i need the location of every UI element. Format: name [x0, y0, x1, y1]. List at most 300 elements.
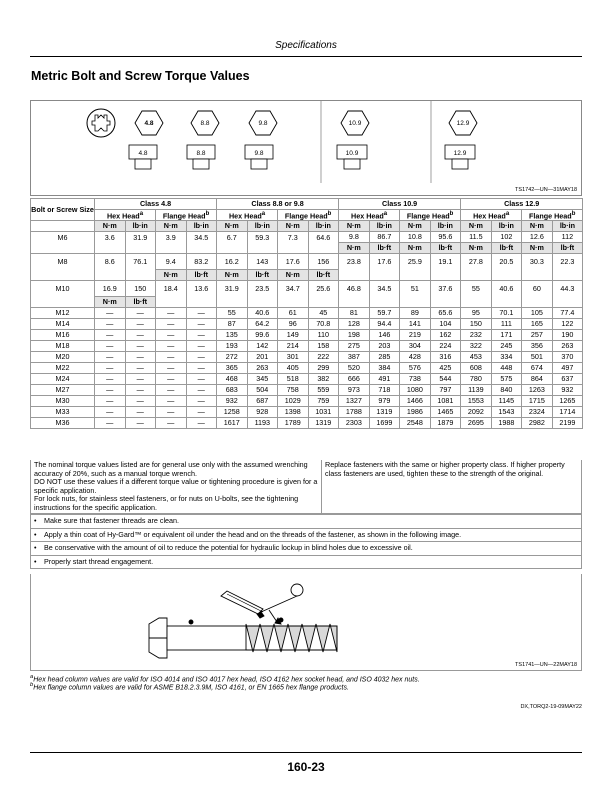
torque-value-cell: 2303 — [339, 418, 370, 429]
grade-label: 8.8 — [200, 120, 210, 127]
torque-value-cell: 89 — [400, 308, 431, 319]
torque-value-cell: 13.6 — [186, 281, 217, 297]
unit-cell: N·m — [217, 221, 248, 232]
torque-value-cell: 10.8 — [400, 232, 431, 243]
torque-value-cell: 55 — [217, 308, 248, 319]
torque-value-cell: 95.6 — [430, 232, 461, 243]
torque-value-cell: 222 — [308, 352, 339, 363]
torque-value-cell: — — [156, 330, 187, 341]
torque-value-cell: 864 — [522, 374, 553, 385]
torque-value-cell: 1879 — [430, 418, 461, 429]
unit-cell — [369, 297, 400, 308]
torque-value-cell: 453 — [461, 352, 492, 363]
unit-cell: N·m — [400, 221, 431, 232]
torque-value-cell: 110 — [308, 330, 339, 341]
torque-value-cell: 559 — [308, 385, 339, 396]
torque-value-cell: 149 — [278, 330, 309, 341]
torque-value-cell: — — [156, 407, 187, 418]
unit-cell: lb·ft — [308, 270, 339, 281]
torque-value-cell: 46.8 — [339, 281, 370, 297]
torque-value-cell: 102 — [491, 232, 522, 243]
torque-value-cell: — — [186, 319, 217, 330]
torque-value-cell: 143 — [247, 254, 278, 270]
torque-value-cell: 1986 — [400, 407, 431, 418]
torque-value-cell: 518 — [278, 374, 309, 385]
torque-value-cell: — — [156, 363, 187, 374]
unit-cell — [400, 297, 431, 308]
torque-value-cell: 1543 — [491, 407, 522, 418]
torque-value-cell: 345 — [247, 374, 278, 385]
unit-cell: lb·ft — [247, 270, 278, 281]
page-number: 160-23 — [287, 760, 325, 774]
table-row — [31, 319, 583, 330]
unit-cell: N·m — [339, 243, 370, 254]
torque-value-cell: 64.2 — [247, 319, 278, 330]
torque-value-cell: 245 — [491, 341, 522, 352]
torque-value-cell: — — [156, 352, 187, 363]
torque-value-cell: — — [125, 407, 156, 418]
torque-value-cell: 932 — [552, 385, 583, 396]
unit-cell — [31, 243, 95, 254]
unit-cell: lb·in — [430, 221, 461, 232]
torque-value-cell: 1319 — [369, 407, 400, 418]
grade-side-label: 9.8 — [254, 150, 264, 157]
torque-value-cell: 105 — [522, 308, 553, 319]
torque-value-cell: 687 — [247, 396, 278, 407]
torque-value-cell: 146 — [369, 330, 400, 341]
table-row — [31, 352, 583, 363]
torque-value-cell: 128 — [339, 319, 370, 330]
bolt-size-cell: M10 — [31, 281, 95, 297]
torque-value-cell: 96 — [278, 319, 309, 330]
torque-value-cell: — — [186, 330, 217, 341]
unit-row — [31, 243, 583, 254]
torque-value-cell: — — [186, 418, 217, 429]
hex-head-header: Hex Head$^a$ — [461, 210, 522, 221]
unit-cell: N·m — [461, 243, 492, 254]
torque-value-cell: — — [186, 363, 217, 374]
class-header: Class 10.9 — [339, 199, 461, 210]
torque-value-cell: 16.2 — [217, 254, 248, 270]
torque-value-cell: 34.5 — [186, 232, 217, 243]
torque-value-cell: 1617 — [217, 418, 248, 429]
torque-value-cell: — — [95, 418, 126, 429]
torque-value-cell: 23.5 — [247, 281, 278, 297]
torque-value-cell: 51 — [400, 281, 431, 297]
torque-value-cell: 60 — [522, 281, 553, 297]
torque-value-cell: 387 — [339, 352, 370, 363]
torque-value-cell: — — [125, 374, 156, 385]
torque-value-cell: 1788 — [339, 407, 370, 418]
unit-cell: lb·ft — [369, 243, 400, 254]
torque-value-cell: 263 — [247, 363, 278, 374]
unit-cell: lb·ft — [491, 243, 522, 254]
table-row — [31, 363, 583, 374]
bolt-size-cell: M8 — [31, 254, 95, 270]
torque-value-cell: 1265 — [552, 396, 583, 407]
torque-value-cell: 382 — [308, 374, 339, 385]
torque-value-cell: 1699 — [369, 418, 400, 429]
torque-value-cell: 334 — [491, 352, 522, 363]
torque-value-cell: 2695 — [461, 418, 492, 429]
torque-value-cell: 504 — [247, 385, 278, 396]
table-row — [31, 385, 583, 396]
list-item: • Be conservative with the amount of oil to reduce the potential for hydraulic lockup in blind holes due to excessive oil. — [31, 541, 581, 555]
torque-value-cell: 86.7 — [369, 232, 400, 243]
torque-value-cell: 384 — [369, 363, 400, 374]
general-use-note: The nominal torque values listed are for general use only with the assumed wrenching accuracy of 20%, such as a manual torque wrench. DO NOT use these values if a different torque value or tightening procedure is given for a specific application. For lock nuts, for stainless steel fasteners, or for nuts on U-bolts, see the tightening instructions for the specific application. — [31, 460, 322, 513]
torque-table — [30, 198, 583, 429]
unit-cell: N·m — [461, 221, 492, 232]
figure-separators — [321, 101, 431, 183]
unit-cell: N·m — [522, 243, 553, 254]
torque-value-cell: 61 — [278, 308, 309, 319]
torque-value-cell: 1080 — [400, 385, 431, 396]
unit-cell — [552, 270, 583, 281]
torque-value-cell: 23.8 — [339, 254, 370, 270]
torque-value-cell: 34.5 — [369, 281, 400, 297]
torque-value-cell: 214 — [278, 341, 309, 352]
table-row — [31, 254, 583, 270]
torque-value-cell: 31.9 — [217, 281, 248, 297]
torque-value-cell: 150 — [461, 319, 492, 330]
torque-value-cell: 316 — [430, 352, 461, 363]
torque-value-cell: 11.5 — [461, 232, 492, 243]
side-view-bolts — [129, 145, 475, 169]
socket-head-icon — [87, 109, 115, 137]
torque-value-cell: 65.6 — [430, 308, 461, 319]
unit-cell: lb·in — [552, 221, 583, 232]
unit-cell: lb·ft — [430, 243, 461, 254]
unit-cell: lb·in — [308, 221, 339, 232]
instruction-list — [30, 514, 582, 569]
torque-value-cell: 928 — [247, 407, 278, 418]
torque-value-cell: 224 — [430, 341, 461, 352]
torque-value-cell: 70.1 — [491, 308, 522, 319]
torque-value-cell: 162 — [430, 330, 461, 341]
unit-cell — [31, 297, 95, 308]
unit-cell — [156, 297, 187, 308]
torque-value-cell: 738 — [400, 374, 431, 385]
unit-cell — [522, 297, 553, 308]
torque-value-cell: 780 — [461, 374, 492, 385]
torque-value-cell: 40.6 — [491, 281, 522, 297]
unit-cell: N·m — [95, 221, 126, 232]
torque-value-cell: 1258 — [217, 407, 248, 418]
torque-value-cell: 9.4 — [156, 254, 187, 270]
bolt-size-cell: M30 — [31, 396, 95, 407]
torque-value-cell: 2199 — [552, 418, 583, 429]
unit-cell — [156, 243, 187, 254]
footnote-b: $^b$Hex flange column values are valid for ASME B18.2.3.9M, ISO 4161, or EN 1665 hex flange products. — [30, 682, 349, 692]
unit-cell — [461, 270, 492, 281]
torque-value-cell: 322 — [461, 341, 492, 352]
torque-value-cell: 1988 — [491, 418, 522, 429]
torque-value-cell: — — [186, 352, 217, 363]
torque-value-cell: — — [156, 418, 187, 429]
torque-value-cell: 18.4 — [156, 281, 187, 297]
unit-cell — [491, 270, 522, 281]
grade-side-label: 4.8 — [138, 150, 148, 157]
class-header: Class 12.9 — [461, 199, 583, 210]
torque-value-cell: 99.6 — [247, 330, 278, 341]
torque-value-cell: 16.9 — [95, 281, 126, 297]
unit-cell — [217, 297, 248, 308]
torque-value-cell: 17.6 — [369, 254, 400, 270]
unit-cell — [308, 297, 339, 308]
torque-value-cell: — — [156, 308, 187, 319]
table-row — [31, 374, 583, 385]
torque-value-cell: 575 — [491, 374, 522, 385]
torque-value-cell: 83.2 — [186, 254, 217, 270]
grade-label: 4.8 — [144, 120, 154, 127]
torque-value-cell: 19.1 — [430, 254, 461, 270]
unit-cell: N·m — [156, 270, 187, 281]
torque-value-cell: — — [95, 374, 126, 385]
table-row — [31, 308, 583, 319]
bolt-oil-illustration — [31, 574, 583, 671]
unit-cell: lb·in — [186, 221, 217, 232]
torque-value-cell: 2982 — [522, 418, 553, 429]
bolt-size-cell: M20 — [31, 352, 95, 363]
torque-value-cell: — — [156, 341, 187, 352]
unit-cell — [247, 297, 278, 308]
torque-value-cell: — — [156, 374, 187, 385]
torque-value-cell: 45 — [308, 308, 339, 319]
torque-value-cell: 637 — [552, 374, 583, 385]
torque-value-cell: 365 — [217, 363, 248, 374]
bolt-size-cell: M36 — [31, 418, 95, 429]
bolt-size-cell: M12 — [31, 308, 95, 319]
torque-value-cell: 272 — [217, 352, 248, 363]
torque-value-cell: 64.6 — [308, 232, 339, 243]
torque-value-cell: 3.6 — [95, 232, 126, 243]
unit-cell: lb·in — [369, 221, 400, 232]
unit-cell — [247, 243, 278, 254]
torque-value-cell: 608 — [461, 363, 492, 374]
torque-value-cell: 468 — [217, 374, 248, 385]
torque-value-cell: 1714 — [552, 407, 583, 418]
torque-value-cell: 520 — [339, 363, 370, 374]
bolt-size-cell: M16 — [31, 330, 95, 341]
torque-value-cell: 448 — [491, 363, 522, 374]
torque-value-cell: 7.3 — [278, 232, 309, 243]
torque-value-cell: 37.6 — [430, 281, 461, 297]
torque-value-cell: 544 — [430, 374, 461, 385]
torque-value-cell: 55 — [461, 281, 492, 297]
torque-value-cell: 171 — [491, 330, 522, 341]
list-item: • Properly start thread engagement. — [31, 555, 581, 569]
table-row — [31, 232, 583, 243]
unit-cell — [31, 221, 95, 232]
torque-value-cell: — — [156, 385, 187, 396]
torque-value-cell: — — [186, 407, 217, 418]
unit-cell — [95, 243, 126, 254]
torque-value-cell: 219 — [400, 330, 431, 341]
torque-value-cell: — — [95, 407, 126, 418]
torque-value-cell: 2092 — [461, 407, 492, 418]
torque-value-cell: 2548 — [400, 418, 431, 429]
torque-value-cell: 1029 — [278, 396, 309, 407]
torque-value-cell: — — [95, 319, 126, 330]
torque-value-cell: 17.6 — [278, 254, 309, 270]
torque-value-cell: 356 — [522, 341, 553, 352]
bolt-size-cell: M6 — [31, 232, 95, 243]
torque-value-cell: 1465 — [430, 407, 461, 418]
table-row — [31, 330, 583, 341]
unit-cell — [308, 243, 339, 254]
torque-value-cell: 501 — [522, 352, 553, 363]
torque-value-cell: 285 — [369, 352, 400, 363]
grade-label: 9.8 — [258, 120, 268, 127]
torque-value-cell: 1263 — [522, 385, 553, 396]
torque-value-cell: 1031 — [308, 407, 339, 418]
torque-value-cell: — — [156, 396, 187, 407]
torque-value-cell: 203 — [369, 341, 400, 352]
unit-cell — [461, 297, 492, 308]
torque-value-cell: 973 — [339, 385, 370, 396]
torque-value-cell: 1789 — [278, 418, 309, 429]
bolt-size-header: Bolt or Screw Size — [31, 199, 95, 221]
hex-head-header: Hex Head$^a$ — [217, 210, 278, 221]
unit-cell: lb·ft — [186, 270, 217, 281]
torque-value-cell: — — [95, 330, 126, 341]
torque-value-cell: 370 — [552, 352, 583, 363]
torque-value-cell: 44.3 — [552, 281, 583, 297]
unit-cell: N·m — [95, 297, 126, 308]
torque-value-cell: 1081 — [430, 396, 461, 407]
torque-value-cell: 1398 — [278, 407, 309, 418]
footnote-a: $^a$Hex head column values are valid for ISO 4014 and ISO 4017 hex head, ISO 4162 hex socket head, and ISO 4032 hex nuts. — [30, 674, 420, 684]
torque-value-cell: 59.7 — [369, 308, 400, 319]
unit-cell: lb·ft — [552, 243, 583, 254]
torque-value-cell: 30.3 — [522, 254, 553, 270]
unit-cell: N·m — [339, 221, 370, 232]
torque-value-cell: — — [95, 363, 126, 374]
torque-value-cell: 840 — [491, 385, 522, 396]
oil-application-figure — [30, 574, 582, 671]
unit-cell: lb·in — [125, 221, 156, 232]
torque-value-cell: 232 — [461, 330, 492, 341]
torque-value-cell: 40.6 — [247, 308, 278, 319]
torque-value-cell: 201 — [247, 352, 278, 363]
bolt-size-cell: M18 — [31, 341, 95, 352]
torque-value-cell: 299 — [308, 363, 339, 374]
bolt-size-cell: M14 — [31, 319, 95, 330]
torque-value-cell: 2324 — [522, 407, 553, 418]
unit-cell — [491, 297, 522, 308]
unit-cell — [430, 270, 461, 281]
torque-value-cell: 1466 — [400, 396, 431, 407]
torque-value-cell: 666 — [339, 374, 370, 385]
bolt-heads-illustration — [31, 101, 583, 197]
unit-cell — [400, 270, 431, 281]
torque-value-cell: — — [125, 352, 156, 363]
torque-value-cell: 683 — [217, 385, 248, 396]
unit-cell: N·m — [156, 221, 187, 232]
bolt-size-cell: M33 — [31, 407, 95, 418]
unit-cell — [369, 270, 400, 281]
torque-value-cell: 77.4 — [552, 308, 583, 319]
unit-cell — [125, 270, 156, 281]
torque-value-cell: 25.6 — [308, 281, 339, 297]
flange-head-header: Flange Head$^b$ — [156, 210, 217, 221]
unit-cell — [31, 270, 95, 281]
section-title: Metric Bolt and Screw Torque Values — [31, 69, 250, 83]
torque-value-cell: 425 — [430, 363, 461, 374]
flange-head-header: Flange Head$^b$ — [522, 210, 583, 221]
grade-label: 10.9 — [348, 120, 362, 127]
torque-value-cell: 158 — [308, 341, 339, 352]
torque-value-cell: 1145 — [491, 396, 522, 407]
header-rule — [30, 56, 582, 57]
torque-value-cell: — — [186, 341, 217, 352]
grade-side-label: 12.9 — [453, 150, 467, 157]
torque-value-cell: 25.9 — [400, 254, 431, 270]
torque-value-cell: 59.3 — [247, 232, 278, 243]
figure-id: TS1741—UN—22MAY18 — [515, 662, 577, 668]
unit-cell — [186, 243, 217, 254]
torque-value-cell: 932 — [217, 396, 248, 407]
list-item: • Make sure that fastener threads are clean. — [31, 514, 581, 528]
torque-value-cell: 797 — [430, 385, 461, 396]
torque-value-cell: 198 — [339, 330, 370, 341]
table-row — [31, 341, 583, 352]
torque-value-cell: 31.9 — [125, 232, 156, 243]
torque-value-cell: — — [156, 319, 187, 330]
torque-value-cell: — — [186, 374, 217, 385]
table-row — [31, 281, 583, 297]
torque-value-cell: 304 — [400, 341, 431, 352]
class-header: Class 4.8 — [95, 199, 217, 210]
grade-side-label: 8.8 — [196, 150, 206, 157]
torque-value-cell: 263 — [552, 341, 583, 352]
unit-cell — [278, 243, 309, 254]
torque-value-cell: 275 — [339, 341, 370, 352]
torque-value-cell: — — [186, 396, 217, 407]
torque-value-cell: — — [125, 396, 156, 407]
torque-value-cell: 34.7 — [278, 281, 309, 297]
torque-value-cell: 1327 — [339, 396, 370, 407]
torque-value-cell: — — [125, 319, 156, 330]
torque-value-cell: 576 — [400, 363, 431, 374]
document-id: DX,TORQ2-19-09MAY22 — [520, 704, 582, 710]
torque-value-cell: 257 — [522, 330, 553, 341]
unit-cell — [522, 270, 553, 281]
torque-value-cell: 193 — [217, 341, 248, 352]
unit-cell — [217, 243, 248, 254]
torque-value-cell: — — [95, 396, 126, 407]
bolt-size-cell: M24 — [31, 374, 95, 385]
torque-value-cell: 1553 — [461, 396, 492, 407]
torque-value-cell: 104 — [430, 319, 461, 330]
class-header: Class 8.8 or 9.8 — [217, 199, 339, 210]
torque-value-cell: 301 — [278, 352, 309, 363]
unit-cell — [339, 297, 370, 308]
torque-value-cell: 6.7 — [217, 232, 248, 243]
replace-fasteners-note: Replace fasteners with the same or higher property class. If higher property class fasteners are used, tighten these to the strength of the original. — [325, 460, 565, 478]
unit-cell — [95, 270, 126, 281]
unit-cell: N·m — [217, 270, 248, 281]
unit-cell — [430, 297, 461, 308]
flange-head-header: Flange Head$^b$ — [278, 210, 339, 221]
table-row — [31, 407, 583, 418]
flange-head-header: Flange Head$^b$ — [400, 210, 461, 221]
hex-head-header: Hex Head$^a$ — [339, 210, 400, 221]
unit-cell: lb·in — [247, 221, 278, 232]
torque-value-cell: 759 — [308, 396, 339, 407]
torque-value-cell: 156 — [308, 254, 339, 270]
